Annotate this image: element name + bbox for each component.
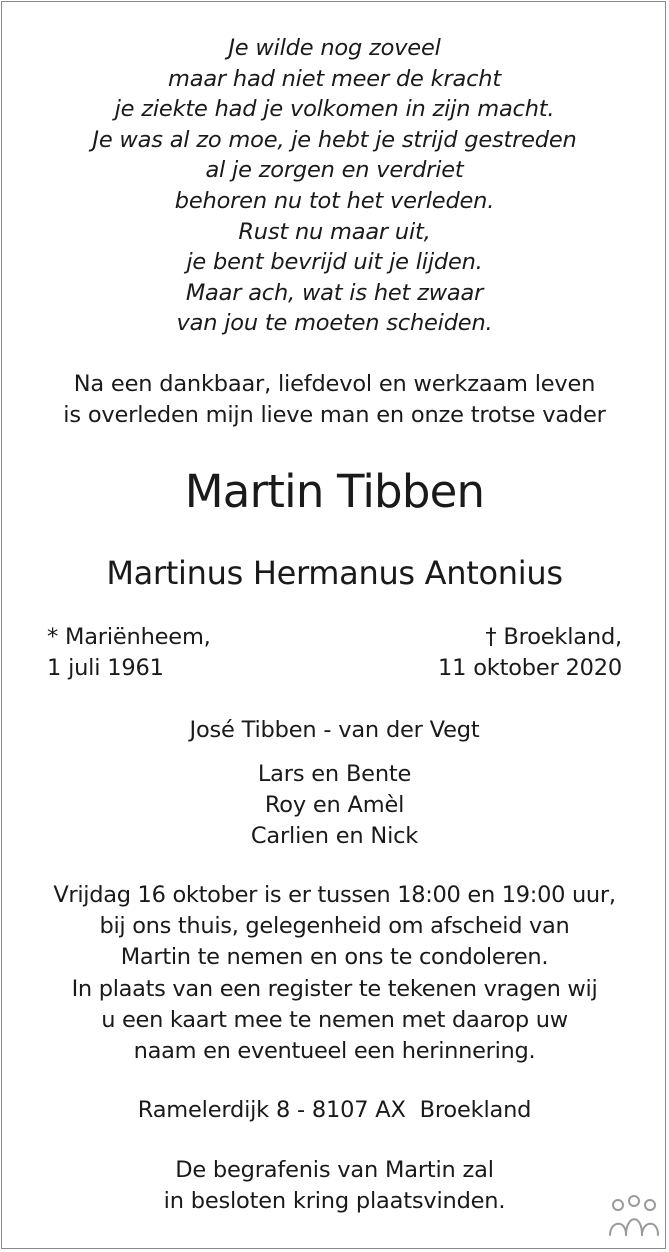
poem-line: Je was al zo moe, je hebt je strijd gestreden bbox=[92, 126, 577, 153]
death-date: 11 oktober 2020 bbox=[438, 655, 622, 681]
death-info bbox=[438, 622, 622, 684]
children-pair: Carlien en Nick bbox=[250, 823, 419, 849]
funeral-line: De begrafenis van Martin zal bbox=[175, 1157, 494, 1183]
children-pair: Lars en Bente bbox=[257, 761, 412, 787]
birth-info bbox=[47, 622, 211, 684]
visitation-line: naam en eventueel een herinnering. bbox=[133, 1038, 536, 1065]
funeral-line: in besloten kring plaatsvinden. bbox=[163, 1188, 506, 1214]
birth-date: 1 juli 1961 bbox=[47, 655, 164, 681]
poem-line: Maar ach, wat is het zwaar bbox=[185, 279, 484, 306]
visitation-text bbox=[0, 880, 669, 1067]
poem-line: je bent bevrijd uit je lijden. bbox=[186, 249, 483, 276]
intro-line: is overleden mijn lieve man en onze trotse vader bbox=[63, 402, 606, 428]
funeral-text bbox=[0, 1155, 669, 1217]
home-address: Ramelerdijk 8 - 8107 AX Broekland bbox=[137, 1097, 532, 1123]
intro-text bbox=[0, 369, 669, 431]
poem bbox=[0, 33, 669, 339]
visitation-line: Vrijdag 16 oktober is er tussen 18:00 en 19:00 uur, bbox=[53, 882, 616, 908]
deceased-full-name: Martinus Hermanus Antonius bbox=[106, 554, 563, 592]
wife-name: José Tibben - van der Vegt bbox=[189, 717, 480, 743]
visitation-line: Martin te nemen en ons te condoleren. bbox=[120, 944, 549, 971]
poem-line: van jou te moeten scheiden. bbox=[176, 310, 493, 337]
poem-line: Rust nu maar uit, bbox=[238, 218, 431, 245]
poem-line: je ziekte had je volkomen in zijn macht. bbox=[114, 96, 555, 123]
deceased-name: Martin Tibben bbox=[184, 465, 485, 518]
children-list bbox=[0, 759, 669, 852]
visitation-line: In plaats van een register te tekenen vragen wij bbox=[71, 975, 598, 1002]
intro-line: Na een dankbaar, liefdevol en werkzaam leven bbox=[73, 371, 596, 397]
poem-line: Je wilde nog zoveel bbox=[228, 35, 441, 61]
poem-line: maar had niet meer de kracht bbox=[168, 65, 501, 92]
death-place: † Broekland, bbox=[485, 624, 622, 650]
poem-line: behoren nu tot het verleden. bbox=[174, 187, 495, 214]
birth-place: * Mariënheem, bbox=[47, 624, 211, 650]
poem-line: al je zorgen en verdriet bbox=[205, 157, 464, 184]
people-group-icon bbox=[607, 1195, 661, 1239]
children-pair: Roy en Amèl bbox=[264, 792, 405, 818]
visitation-line: u een kaart mee te nemen met daarop uw bbox=[101, 1006, 568, 1033]
visitation-line: bij ons thuis, gelegenheid om afscheid van bbox=[99, 913, 570, 940]
